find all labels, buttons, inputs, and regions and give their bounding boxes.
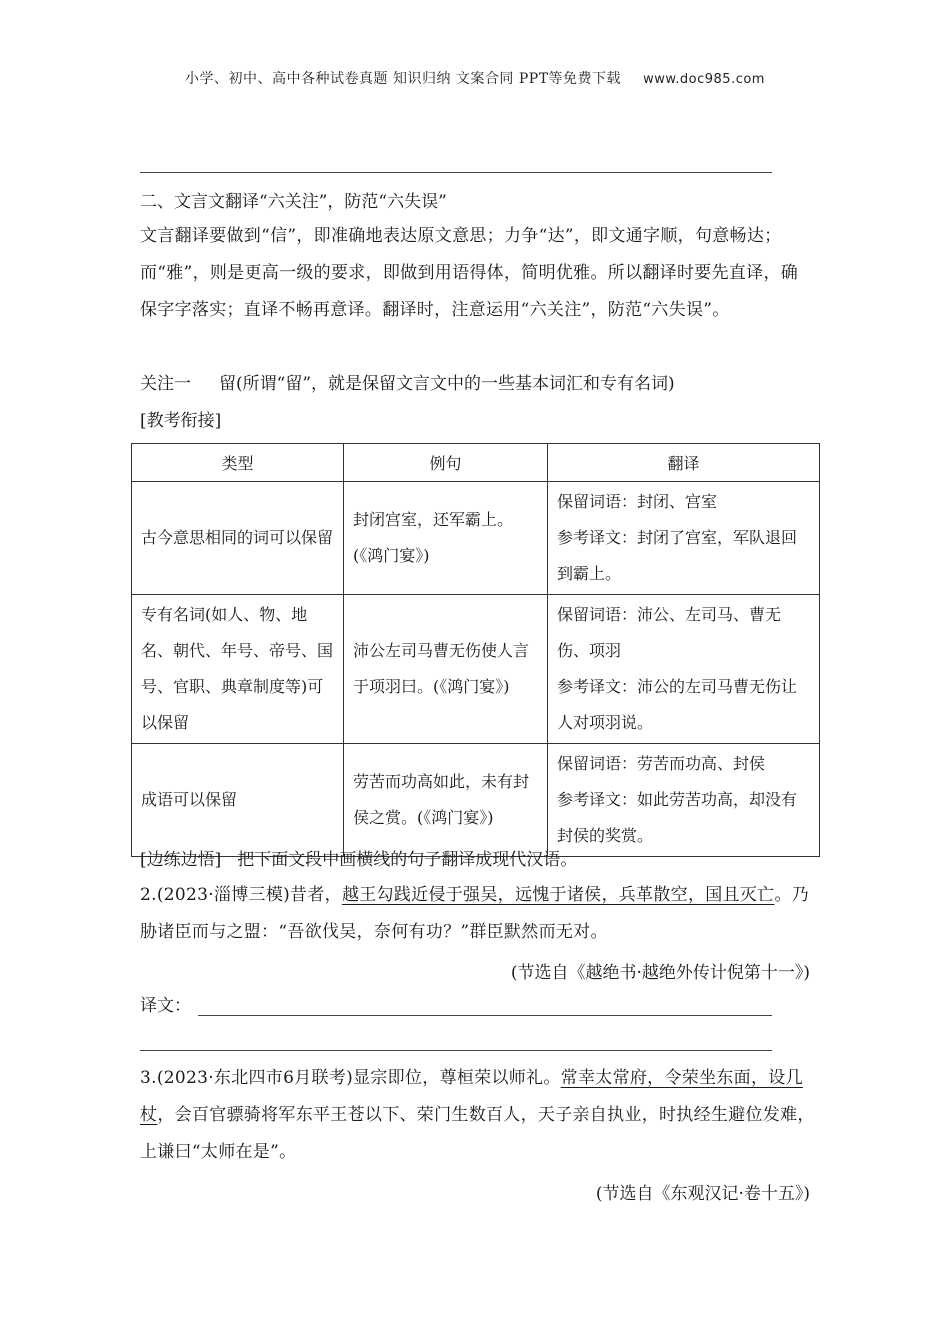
type-cell: 古今意思相同的词可以保留	[132, 482, 344, 595]
reference-translation: 参考译文：沛公的左司马曹无伤让人对项羽说。	[557, 677, 798, 732]
header-url[interactable]: www.doc985.com	[643, 72, 765, 87]
table-header: 例句	[344, 444, 548, 482]
type-cell: 成语可以保留	[132, 744, 344, 857]
table-row	[132, 482, 820, 595]
q2-answer-label: 译文：	[140, 996, 191, 1016]
example-cell: 封闭宫室，还军霸上。(《鸿门宴》)	[344, 482, 548, 595]
reference-translation: 参考译文：封闭了宫室，军队退回到霸上。	[557, 528, 798, 583]
translation-cell	[548, 482, 820, 595]
question-2	[140, 877, 815, 951]
question-3	[140, 1060, 815, 1171]
practice-heading	[140, 849, 577, 871]
q2-suffix: 。乃胁诸臣而与之盟：“吾欲伐吴，奈何有功？”群臣默然而无对。	[140, 885, 810, 942]
teach-label: [教考衔接]	[140, 411, 222, 431]
example-cell: 劳苦而功高如此，未有封侯之赏。(《鸿门宴》)	[344, 744, 548, 857]
table-row	[132, 744, 820, 857]
header-text: 小学、初中、高中各种试卷真题 知识归纳 文案合同 PPT等免费下载	[185, 71, 622, 87]
q2-answer-line-2[interactable]	[140, 1050, 772, 1051]
q2-answer-line-1[interactable]	[198, 1015, 772, 1016]
intro-paragraph: 文言翻译要做到“信”，即准确地表达原文意思；力争“达”，即文通字顺，句意畅达；而“雅”，则是更高一级的要求，即做到用语得体，简明优雅。所以翻译时要先直译，确保字字落实；直译不畅再意译。翻译时，注意运用“六关注”，防范“六失误”。	[140, 226, 799, 320]
table-header-row	[132, 444, 820, 482]
table-header: 翻译	[548, 444, 820, 482]
keep-words: 保留词语：沛公、左司马、曹无伤、项羽	[557, 605, 782, 660]
site-header	[0, 68, 950, 88]
q3-prefix: 3.(2023·东北四市6月联考)显宗即位，尊桓荣以师礼。	[140, 1068, 561, 1088]
keep-words: 保留词语：劳苦而功高、封侯	[557, 754, 766, 773]
retain-table	[131, 443, 820, 857]
focus-text: 留(所谓“留”，就是保留文言文中的一些基本词汇和专有名词)	[219, 374, 675, 394]
example-cell: 沛公左司马曹无伤使人言于项羽曰。(《鸿门宴》)	[344, 595, 548, 744]
q3-source: (节选自《东观汉记·卷十五》)	[595, 1184, 810, 1204]
q2-prefix: 2.(2023·淄博三模)昔者，	[140, 885, 342, 905]
q3-underlined-sentence: 常幸太常府，令荣坐东面，设几杖	[140, 1068, 803, 1125]
table-row	[132, 595, 820, 744]
q3-suffix: ，会百官骠骑将军东平王苍以下、荣门生数百人，天子亲自执业，时执经生避位发难，上谦曰“太师在是”。	[140, 1105, 815, 1162]
focus-label: 关注一	[140, 374, 191, 394]
answer-line	[140, 172, 772, 173]
reference-translation: 参考译文：如此劳苦功高，却没有封侯的奖赏。	[557, 790, 798, 845]
practice-label: [边练边悟]	[140, 850, 222, 870]
q2-underlined-sentence: 越王勾践近侵于强吴，远愧于诸侯，兵革散空，国且灭亡	[341, 885, 775, 905]
q2-source: (节选自《越绝书·越绝外传计倪第十一》)	[510, 963, 810, 983]
focus-heading	[140, 373, 675, 395]
translation-cell	[548, 744, 820, 857]
type-cell: 专有名词(如人、物、地名、朝代、年号、帝号、国号、官职、典章制度等)可以保留	[132, 595, 344, 744]
table-header: 类型	[132, 444, 344, 482]
translation-cell	[548, 595, 820, 744]
keep-words: 保留词语：封闭、宫室	[557, 492, 718, 511]
practice-instruction: 把下面文段中画横线的句子翻译成现代汉语。	[237, 850, 578, 870]
section-title: 二、文言文翻译“六关注”，防范“六失误”	[140, 192, 447, 212]
